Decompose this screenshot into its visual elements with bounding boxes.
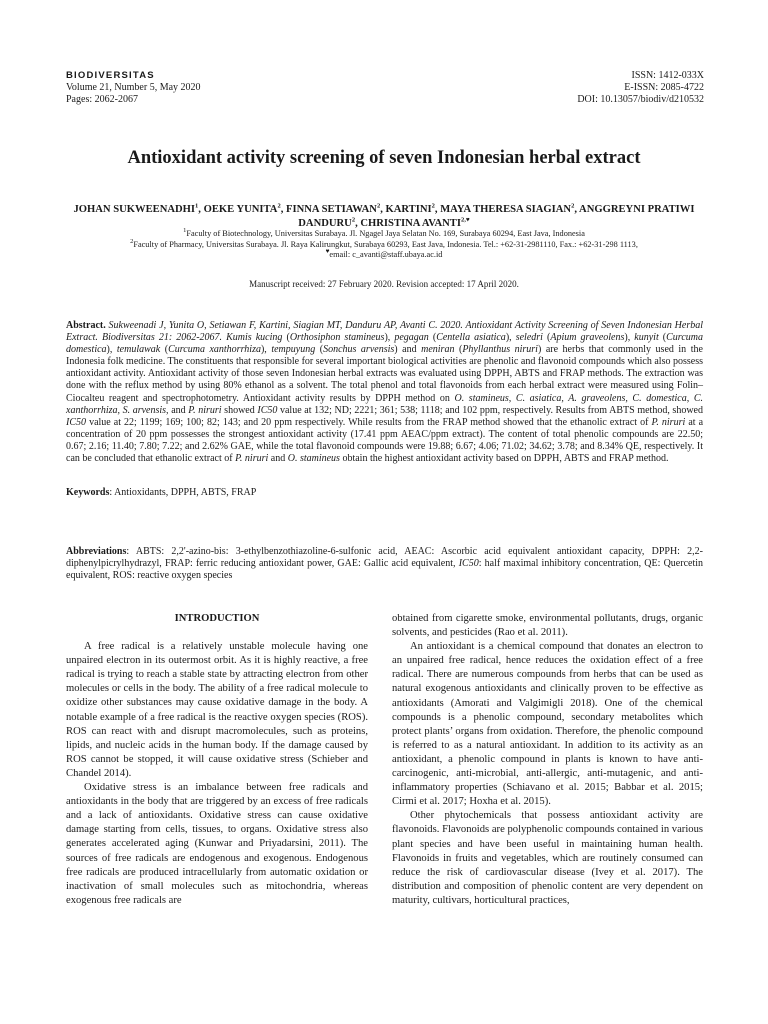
author-affiliation-mark: 1 bbox=[195, 202, 199, 210]
author-affiliation-mark: 2 bbox=[431, 202, 435, 210]
abbreviations-text: : ABTS: 2,2'-azino-bis: 3-ethylbenzothiazoline-6-sulfonic acid, AEAC: Ascorbic acid equivalent antioxidant capacity, DPPH: 2,2-diphenylpicrylhydrazyl, FRAP: ferric reducing antioxidant power, GAE: Gallic acid equivalent, bbox=[66, 546, 703, 570]
herb-local-name: meniran bbox=[421, 344, 455, 356]
author: , ANGGREYNI PRATIWI DANDURU bbox=[298, 204, 695, 229]
herb-local-name: tempuyung bbox=[271, 344, 316, 356]
author-affiliation-mark: 2,♥ bbox=[460, 216, 470, 224]
email-mark: ♥ bbox=[325, 248, 330, 256]
herb-scientific-name: Orthosiphon stamineus bbox=[289, 332, 385, 344]
ic50-term: IC50 bbox=[66, 416, 86, 428]
paragraph-continued: obtained from cigarette smoke, environmental pollutants, drugs, organic solvents, and pesticides (Rao et al. 2011). bbox=[392, 613, 703, 639]
keywords-text: : Antioxidants, DPPH, ABTS, FRAP bbox=[109, 487, 257, 498]
herb-scientific-name: Sonchus arvensis bbox=[323, 344, 395, 356]
author-affiliation-mark: 2 bbox=[277, 202, 281, 210]
abstract-text: value at 132; ND; 2221; 361; 538; 1118; and 102 ppm, respectively. Results from ABTS method, showed bbox=[279, 404, 703, 416]
herb-local-name: seledri bbox=[515, 332, 543, 344]
abbreviations-text: : half maximal inhibitory concentration, QE: Quercetin equivalent, ROS: reactive oxygen species bbox=[66, 558, 703, 582]
affiliation-mark: 2 bbox=[130, 237, 134, 245]
abstract-text: are herbs that commonly used in the Indonesia folk medicine. The constituents that responsible for several important biological activities are phenolic and flavonoid compounds which also possess antioxidant activity. Antioxidant activity of those seven Indonesian herbal extracts was evaluated using DPPH, ABTS and FRAP methods. The extraction was done with the reflux method by using 80% ethanol as a solvent. The total phenol and total flavonoids from each herbal extract were measured using Folin–Ciocalteu reagent and spectrophotometry. Antioxidant activity results by DPPH method on bbox=[66, 344, 703, 404]
eissn: E-ISSN: 2085-4722 bbox=[624, 82, 704, 93]
abstract: Abstract. Sukweenadi J, Yunita O, Setiawan F, Kartini, Siagian MT, Danduru AP, Avanti C. 2020. Antioxidant Activity Screening of Seven Indonesian Herbal Extract. Biodiversitas 21: 2062-2067. Kumis kucing (Orthosiphon stamineus), pegagan (Centella asiatica), seledri (Apium graveolens), kunyit (Curcuma domestica), temulawak (Curcuma xanthorrhiza), tempuyung (Sonchus arvensis) and meniran (Phyllanthus niruri) are herbs that commonly used in the Indonesia folk medicine. The constituents that responsible for several important biological activities are phenolic and flavonoid compounds which also possess antioxidant activity. Antioxidant activity of those seven Indonesian herbal extracts was evaluated using DPPH, ABTS and FRAP methods. The extraction was done with the reflux method by using 80% ethanol as a solvent. The total phenol and total flavonoids from each herbal extract were measured using Folin–Ciocalteu reagent and spectrophotometry. Antioxidant activity results by DPPH method on O. stamineus, C. asiatica, A. graveolens, C. domestica, C. xanthorrhiza, S. arvensis, and P. niruri showed IC50 value at 132; ND; 2221; 361; 538; 1118; and 102 ppm, respectively. Results from ABTS method, showed IC50 value at 22; 1199; 169; 100; 82; 143; and 20 ppm respectively. While results from the FRAP method showed that the ethanolic extract of P. niruri at a concentration of 20 ppm possesses the strongest antioxidant activity (17.41 ppm AEAC/ppm extract). The content of total phenolic compounds are 22.50; 0.67; 2.16; 11.40; 7.80; 7.22; and 2.62% GAE, while the total flavonoid compounds were 19.88; 6.67; 4.06; 71.02; 34.62; 3.78; and 8.34% QE, respectively. It can be concluded that ethanolic extract of P. niruri and O. stamineus obtain the highest antioxidant activity based on DPPH, ABTS and FRAP method. bbox=[66, 320, 704, 465]
abstract-text: value at 22; 1199; 169; 100; 82; 143; and 20 ppm respectively. While results from the FRAP method showed that the ethanolic extract of bbox=[89, 416, 649, 428]
ic50-term: IC50 bbox=[257, 404, 278, 416]
abstract-text: showed bbox=[224, 404, 255, 416]
abstract-label: Abstract. bbox=[66, 320, 106, 331]
journal-pages: Pages: 2062-2067 bbox=[66, 94, 138, 105]
journal-identifiers bbox=[577, 70, 704, 106]
herb-scientific-name: Curcuma xanthorrhiza bbox=[168, 344, 261, 356]
author: , FINNA SETIAWAN bbox=[280, 204, 377, 215]
herb-scientific-name: Curcuma domestica bbox=[66, 332, 703, 356]
species-name: P. niruri bbox=[651, 416, 686, 428]
abstract-citation: Sukweenadi J, Yunita O, Setiawan F, Kartini, Siagian MT, Danduru AP, Avanti C. 2020. Antioxidant Activity Screening of Seven Indonesian Herbal Extract. Biodiversitas 21: 2062-2067. bbox=[66, 320, 703, 344]
abbreviations bbox=[66, 546, 703, 582]
abstract-text: and bbox=[171, 404, 186, 416]
affiliation-2 bbox=[60, 237, 708, 251]
herb-scientific-name: Centella asiatica bbox=[436, 332, 506, 344]
herb-scientific-name: Apium graveolens bbox=[550, 332, 625, 344]
keywords bbox=[66, 487, 703, 499]
abstract-text: and bbox=[402, 344, 417, 356]
species-name: O. stamineus bbox=[287, 453, 340, 465]
corresponding-email bbox=[60, 250, 708, 261]
herb-local-name: temulawak bbox=[116, 344, 161, 356]
manuscript-dates: Manuscript received: 27 February 2020. Revision accepted: 17 April 2020. bbox=[249, 279, 519, 289]
abstract-text: obtain the highest antioxidant activity based on DPPH, ABTS and FRAP method. bbox=[342, 453, 669, 465]
abbreviations-label: Abbreviations bbox=[66, 546, 127, 557]
paragraph: An antioxidant is a chemical compound that donates an electron to an unpaired free radical, hence reduces the oxidation effect of a free radical. There are numerous compounds from herbs that can be used as natural exogenous antioxidants and clinically proven to be effective as antioxidants (Amorati and Valgimigli 2018). One of the chemical compounds is a phenolic compound, secondary metabolites which protect plants’ organs from oxidation. Therefore, the phenolic compound is referred to as a natural antioxidant. In addition to its activity as an antioxidant, a phenolic compound in plants is known to have anti-carcinogenic, anti-microbial, anti-allergic, anti-mutagenic, and anti-inflammatory properties (Schiavano et al. 2015; Babbar et al. 2015; Cirmi et al. 2017; Hoxha et al. 2015). bbox=[392, 641, 703, 808]
affiliation-mark: 1 bbox=[183, 227, 187, 235]
species-name: P. niruri bbox=[188, 404, 222, 416]
author-affiliation-mark: 2 bbox=[571, 202, 575, 210]
section-heading-introduction: INTRODUCTION bbox=[174, 613, 260, 624]
abstract-text: at a concentration of 20 ppm possesses the strongest antioxidant activity (17.41 ppm AEAC/ppm extract). The content of total phenolic compounds are 22.50; 0.67; 2.16; 11.40; 7.80; 7.22; and 2.62% GAE, while the total flavonoid compounds were 19.88; 6.67; 4.06; 71.02; 34.62; 3.78; and 8.34% QE, respectively. It can be concluded that ethanolic extract of bbox=[66, 416, 704, 465]
herb-scientific-name: Phyllanthus niruri bbox=[462, 344, 538, 356]
affiliation-text: Faculty of Biotechnology, Universitas Surabaya. Jl. Ngagel Jaya Selatan No. 169, Surabaya 60294, East Java, Indonesia bbox=[186, 229, 585, 238]
author: JOHAN SUKWEENADHI bbox=[73, 204, 196, 215]
author-affiliation-mark: 2 bbox=[376, 202, 381, 210]
email-text: email: c_avanti@staff.ubaya.ac.id bbox=[329, 250, 443, 260]
author: , OEKE YUNITA bbox=[198, 204, 278, 215]
author: , KARTINI bbox=[380, 204, 432, 215]
species-list: O. stamineus, C. asiatica, A. graveolens, C. domestica, C. xanthorrhiza, S. arvensis, bbox=[66, 392, 704, 416]
abstract-text: and bbox=[270, 453, 286, 465]
herb-local-name: kunyit bbox=[634, 332, 659, 344]
author-affiliation-mark: 2 bbox=[351, 216, 356, 224]
species-name: P. niruri bbox=[235, 453, 269, 465]
herb-local-name: pegagan bbox=[394, 332, 429, 344]
paragraph: A free radical is a relatively unstable molecule having one unpaired electron in its outermost orbit. As it is highly reactive, a free radical is trying to reach a stable state by attracting electron from other molecules or cells in the body. The ability of a free radical molecule to oxidize other substances may cause oxidative damage in the body. A notable example of a free radical is the reactive oxygen species (ROS). ROS can react with and disrupt macromolecules, such as proteins, lipids, and nucleic acids in the human body. If the damage caused by ROS cannot be stopped, it will cause oxidative stress (Schieber and Chandel 2014). bbox=[66, 641, 368, 779]
affiliations bbox=[60, 229, 708, 261]
ic50-term: IC50 bbox=[458, 558, 479, 570]
herb-local-name: Kumis kucing bbox=[226, 332, 283, 344]
issn: ISSN: 1412-033X bbox=[631, 70, 704, 81]
journal-name: BIODIVERSITAS bbox=[66, 70, 155, 81]
affiliation-text: Faculty of Pharmacy, Universitas Surabaya. Jl. Raya Kalirungkut, Surabaya 60293, East Java, Indonesia. Tel.: +62-31-2981110, Fax.: +62-31-298 1113, bbox=[133, 239, 638, 249]
author-list bbox=[60, 203, 708, 231]
left-column bbox=[66, 612, 368, 908]
journal-header bbox=[66, 70, 201, 106]
right-column bbox=[392, 612, 703, 908]
paper-title: Antioxidant activity screening of seven Indonesian herbal extract bbox=[127, 148, 641, 168]
doi: DOI: 10.13057/biodiv/d210532 bbox=[577, 94, 704, 105]
author: , MAYA THERESA SIAGIAN bbox=[434, 204, 572, 215]
author: , CHRISTINA AVANTI bbox=[355, 218, 461, 229]
journal-volume: Volume 21, Number 5, May 2020 bbox=[66, 82, 201, 93]
paragraph: Other phytochemicals that possess antioxidant activity are flavonoids. Flavonoids are polyphenolic compounds contained in various plant species and have been useful in maintaining human health. Flavonoids in fruits and vegetables, which are routinely consumed can reduce the risk of cardiovascular disease (Ivey et al. 2017). The distribution and composition of phenolic content are very dependent on maturity, cultivars, horticultural practices, bbox=[392, 810, 703, 906]
paragraph: Oxidative stress is an imbalance between free radicals and antioxidants in the body that are triggered by an excess of free radicals and a lack of antioxidants. Oxidative stress can cause oxidative damage starting from cells, tissues, to organs. Oxidative stress also generates accelerated aging (Kunwar and Priyadarsini, 2011). The sources of free radicals are endogenous and exogenous. Endogenous free radicals are produced intracellularly from automatic oxidation or inactivation of small molecules such as mitochondria, whereas exogenous free radicals are bbox=[66, 782, 368, 906]
affiliation-1 bbox=[60, 229, 708, 240]
keywords-label: Keywords bbox=[66, 487, 110, 498]
